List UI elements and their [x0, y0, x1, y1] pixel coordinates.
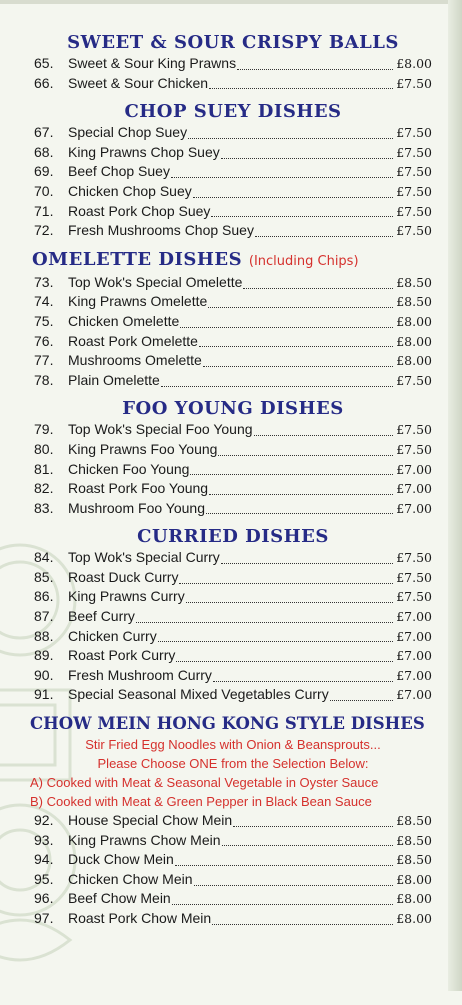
item-name: Plain Omelette: [68, 371, 160, 388]
item-price: £8.00: [396, 871, 432, 887]
menu-item: [34, 909, 432, 929]
item-name: Roast Pork Foo Young: [68, 480, 209, 497]
menu-item: [34, 440, 432, 460]
leader-dots: [254, 434, 393, 436]
item-price: £7.00: [396, 481, 432, 497]
leader-dots: [176, 660, 393, 662]
item-number: 97.: [34, 910, 54, 926]
leader-dots: [255, 235, 393, 237]
item-price: £8.00: [396, 353, 432, 369]
item-price: £7.50: [396, 589, 432, 605]
item-price: £8.00: [396, 313, 432, 329]
item-name: Top Wok's Special Foo Young: [68, 421, 253, 438]
menu-page: [30, 32, 432, 935]
item-price: £7.50: [396, 164, 432, 180]
item-price: £7.50: [396, 550, 432, 566]
section-title: CHOP SUEY DISHES: [124, 101, 342, 123]
menu-item: [34, 54, 432, 74]
item-price: £7.00: [396, 687, 432, 703]
item-number: 71.: [34, 202, 54, 219]
item-name: Duck Chow Mein: [68, 851, 174, 868]
leader-dots: [206, 512, 393, 514]
item-name: Top Wok's Special Curry: [68, 549, 220, 566]
menu-item: [34, 202, 432, 222]
item-number: 69.: [34, 163, 54, 180]
leader-dots: [188, 137, 393, 139]
item-name: Chicken Chop Suey: [68, 182, 192, 199]
item-number: 85.: [34, 568, 54, 585]
menu-item: [34, 312, 432, 332]
item-number: 68.: [34, 143, 54, 160]
item-name: Mushroom Foo Young: [68, 499, 205, 516]
section-title: FOO YOUNG DISHES: [122, 398, 344, 420]
item-price: £8.00: [396, 891, 432, 907]
section-note: A) Cooked with Meat & Seasonal Vegetable in Oyster Sauce: [30, 775, 379, 791]
section-title: CHOW MEIN HONG KONG STYLE DISHES: [30, 714, 425, 734]
menu-item: [34, 607, 432, 627]
item-name: King Prawns Foo Young: [68, 440, 218, 457]
item-name: Chicken Omelette: [68, 312, 180, 329]
item-price: £7.50: [396, 125, 432, 141]
menu-item: [34, 870, 432, 890]
item-number: 83.: [34, 499, 54, 516]
menu-item: [34, 499, 432, 519]
item-name: House Special Chow Mein: [68, 812, 233, 829]
item-price: £8.50: [396, 852, 432, 868]
leader-dots: [180, 326, 393, 328]
section-foo-young: [34, 398, 432, 518]
leader-dots: [193, 196, 393, 198]
leader-dots: [330, 699, 393, 701]
item-name: Roast Pork Chow Mein: [68, 910, 212, 926]
section-subtitle: (Including Chips): [248, 253, 359, 269]
item-name: Roast Pork Omelette: [68, 332, 198, 349]
leader-dots: [203, 365, 393, 367]
leader-dots: [233, 825, 393, 827]
item-name: Sweet & Sour King Prawns: [68, 55, 237, 71]
leader-dots: [213, 680, 393, 682]
item-name: Beef Chow Mein: [68, 890, 171, 907]
menu-item: [34, 889, 432, 909]
item-number: 94.: [34, 851, 54, 868]
leader-dots: [171, 176, 393, 178]
section-chop-suey: [34, 101, 432, 241]
item-number: 65.: [34, 55, 54, 71]
item-number: 77.: [34, 352, 54, 369]
section-title: [32, 249, 432, 273]
item-price: £8.50: [396, 274, 432, 290]
leader-dots: [186, 601, 393, 603]
item-number: 67.: [34, 124, 54, 141]
item-price: £7.50: [396, 203, 432, 219]
menu-item: [34, 162, 432, 182]
section-sweet-sour: [34, 32, 432, 93]
menu-item: [34, 666, 432, 686]
item-price: £8.50: [396, 813, 432, 829]
item-name: King Prawns Omelette: [68, 293, 208, 310]
item-price: £7.50: [396, 75, 432, 91]
leader-dots: [136, 621, 393, 623]
menu-item: [34, 460, 432, 480]
item-name: King Prawns Curry: [68, 588, 185, 605]
section-title: SWEET & SOUR CRISPY BALLS: [67, 32, 399, 53]
leader-dots: [208, 306, 393, 308]
section-note: B) Cooked with Meat & Green Pepper in Black Bean Sauce: [30, 794, 372, 810]
menu-item: [34, 685, 432, 705]
item-price: £8.50: [396, 832, 432, 848]
item-number: 80.: [34, 440, 54, 457]
item-name: Mushrooms Omelette: [68, 352, 202, 369]
menu-item: [34, 587, 432, 607]
item-name: King Prawns Chow Mein: [68, 831, 221, 848]
section-chow-mein: [30, 713, 432, 929]
menu-item: [34, 850, 432, 870]
item-price: £7.50: [396, 183, 432, 199]
item-name: Special Chop Suey: [68, 124, 188, 141]
leader-dots: [209, 87, 393, 89]
item-name: Roast Duck Curry: [68, 568, 179, 585]
item-price: £7.50: [396, 569, 432, 585]
leader-dots: [199, 345, 393, 347]
page-right-edge: [448, 0, 462, 991]
item-number: 87.: [34, 608, 54, 625]
item-price: £7.50: [396, 144, 432, 160]
item-price: £7.00: [396, 648, 432, 664]
item-name: Roast Pork Chop Suey: [68, 202, 211, 219]
section-curried: [34, 526, 432, 705]
leader-dots: [209, 493, 393, 495]
leader-dots: [179, 582, 393, 584]
item-number: 88.: [34, 627, 54, 644]
item-number: 89.: [34, 647, 54, 664]
item-number: 76.: [34, 332, 54, 349]
menu-item: [34, 273, 432, 293]
item-price: £7.50: [396, 372, 432, 388]
section-title: CURRIED DISHES: [137, 526, 329, 548]
menu-item: [34, 143, 432, 163]
section-note: Stir Fried Egg Noodles with Onion & Beansprouts...: [85, 737, 381, 753]
item-number: 82.: [34, 480, 54, 497]
item-price: £7.00: [396, 609, 432, 625]
item-number: 96.: [34, 890, 54, 907]
item-price: £7.00: [396, 667, 432, 683]
item-price: £7.50: [396, 441, 432, 457]
item-name: Chicken Curry: [68, 627, 157, 644]
section-title-text: OMELETTE DISHES: [32, 248, 243, 270]
item-price: £8.00: [396, 911, 432, 926]
item-name: Fresh Mushrooms Chop Suey: [68, 222, 254, 239]
item-name: Fresh Mushroom Curry: [68, 666, 212, 683]
leader-dots: [190, 473, 393, 475]
leader-dots: [211, 215, 393, 217]
item-price: £7.50: [396, 422, 432, 438]
menu-item: [34, 548, 432, 568]
item-number: 73.: [34, 273, 54, 290]
item-name: Top Wok's Special Omelette: [68, 273, 243, 290]
leader-dots: [218, 454, 393, 456]
item-name: King Prawns Chop Suey: [68, 143, 220, 160]
item-number: 74.: [34, 293, 54, 310]
item-price: £8.00: [396, 56, 432, 71]
menu-item: [34, 831, 432, 851]
item-name: Roast Pork Curry: [68, 647, 176, 664]
item-number: 86.: [34, 588, 54, 605]
leader-dots: [243, 287, 393, 289]
menu-item: [34, 568, 432, 588]
leader-dots: [222, 844, 393, 846]
item-name: Beef Curry: [68, 608, 135, 625]
item-number: 78.: [34, 371, 54, 388]
item-price: £7.00: [396, 500, 432, 516]
item-price: £8.50: [396, 294, 432, 310]
item-name: Chicken Chow Mein: [68, 870, 193, 887]
item-price: £8.00: [396, 333, 432, 349]
leader-dots: [221, 562, 393, 564]
menu-item: [34, 420, 432, 440]
leader-dots: [175, 864, 393, 866]
menu-item: [34, 182, 432, 202]
menu-item: [34, 479, 432, 499]
leader-dots: [158, 640, 393, 642]
leader-dots: [161, 385, 393, 387]
menu-item: [34, 221, 432, 241]
section-note: Please Choose ONE from the Selection Below:: [97, 756, 369, 772]
item-name: Sweet & Sour Chicken: [68, 74, 209, 91]
item-number: 92.: [34, 812, 54, 829]
item-name: Special Seasonal Mixed Vegetables Curry: [68, 686, 329, 703]
item-number: 91.: [34, 686, 54, 703]
menu-item: [34, 292, 432, 312]
item-number: 72.: [34, 222, 54, 239]
leader-dots: [212, 923, 393, 925]
menu-item: [34, 351, 432, 371]
leader-dots: [194, 884, 394, 886]
item-price: £7.00: [396, 628, 432, 644]
item-number: 66.: [34, 74, 54, 91]
item-name: Beef Chop Suey: [68, 163, 170, 180]
item-number: 90.: [34, 666, 54, 683]
menu-item: [34, 646, 432, 666]
item-number: 70.: [34, 182, 54, 199]
page-top-edge: [0, 0, 462, 4]
leader-dots: [172, 903, 393, 905]
menu-item: [34, 123, 432, 143]
menu-item: [34, 74, 432, 94]
item-name: Chicken Foo Young: [68, 460, 190, 477]
item-number: 84.: [34, 549, 54, 566]
menu-item: [34, 627, 432, 647]
menu-item: [34, 811, 432, 831]
item-number: 79.: [34, 421, 54, 438]
section-omelette: [34, 249, 432, 391]
item-price: £7.50: [396, 223, 432, 239]
item-price: £7.00: [396, 461, 432, 477]
menu-item: [34, 371, 432, 391]
leader-dots: [221, 157, 393, 159]
item-number: 93.: [34, 831, 54, 848]
item-number: 95.: [34, 870, 54, 887]
menu-item: [34, 332, 432, 352]
item-number: 75.: [34, 312, 54, 329]
item-number: 81.: [34, 460, 54, 477]
leader-dots: [237, 68, 393, 70]
